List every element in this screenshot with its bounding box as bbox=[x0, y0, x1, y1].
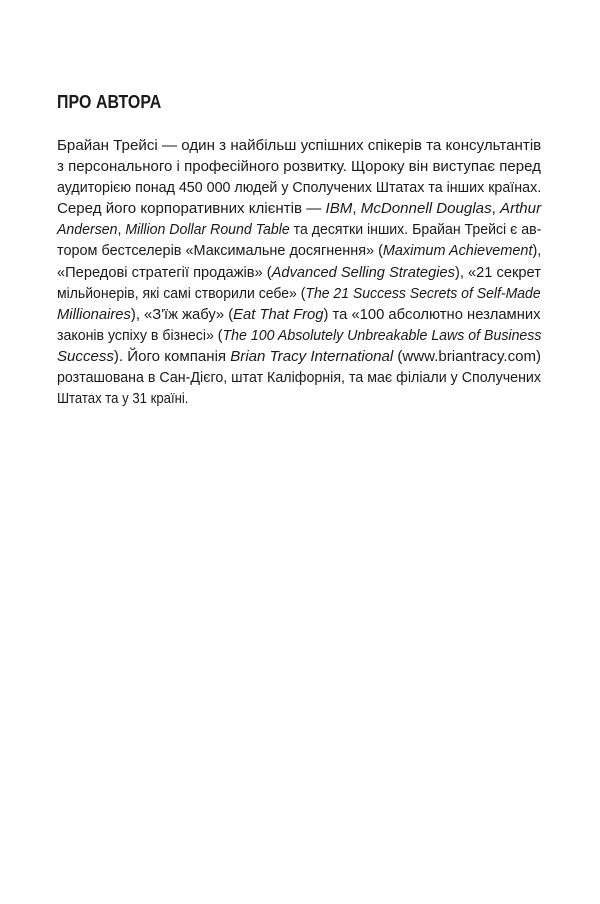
text-run: та десятки інших. Брайан Трейсі є ав- bbox=[289, 222, 542, 239]
italic-text-run: The 21 Success Secrets of Self-Made bbox=[305, 285, 541, 302]
text-line bbox=[57, 263, 543, 284]
text-run: Серед його корпоративних клієнтів — bbox=[57, 201, 326, 218]
text-run: Брайан Трейсі — один з найбільш успішних спікерів та консультантів bbox=[57, 138, 542, 154]
text-run: ), «21 секрет bbox=[454, 264, 541, 281]
italic-text-run: Andersen bbox=[57, 222, 118, 239]
italic-text-run: The 100 Absolutely Unbreakable Laws of Business bbox=[222, 327, 542, 344]
text-run: ), bbox=[532, 243, 542, 260]
text-line bbox=[57, 157, 555, 178]
text-run: , bbox=[117, 222, 126, 239]
text-run: з персонального і професійного розвитку. Щороку він виступає перед bbox=[57, 159, 541, 176]
text-run: ). Його компанія bbox=[113, 348, 231, 365]
italic-text-run: Success bbox=[57, 348, 114, 365]
text-run: аудиторією понад 450 000 людей у Сполучених Штатах та інших країнах. bbox=[57, 180, 542, 197]
text-run: законів успіху в бізнесі» ( bbox=[57, 327, 223, 344]
text-line bbox=[57, 347, 556, 368]
text-line bbox=[57, 326, 542, 347]
text-line bbox=[57, 199, 558, 220]
italic-text-run: Millionaires bbox=[57, 306, 131, 323]
text-line bbox=[57, 241, 542, 262]
text-run: тором бестселерів «Максимальне досягнення» ( bbox=[57, 243, 383, 260]
italic-text-run: IBM bbox=[325, 201, 353, 218]
text-run: ) та «100 абсолютно незламних bbox=[323, 306, 541, 323]
italic-text-run: Advanced Selling Strategies bbox=[271, 264, 455, 281]
text-run: розташована в Сан-Дієго, штат Каліфорнія, та має філіали у Сполучених bbox=[57, 370, 542, 387]
text-run: мільйонерів, які самі створили себе» ( bbox=[57, 285, 306, 302]
italic-text-run: Maximum Achievement bbox=[382, 243, 533, 260]
text-line bbox=[57, 305, 547, 326]
text-line bbox=[57, 284, 541, 305]
text-line bbox=[57, 136, 559, 157]
text-run: «Передові стратегії продажів» ( bbox=[57, 264, 272, 281]
text-run: Штатах та у 31 країні. bbox=[57, 391, 189, 408]
italic-text-run: Million Dollar Round Table bbox=[125, 222, 290, 239]
text-run: , bbox=[491, 201, 501, 218]
text-line bbox=[57, 389, 493, 410]
text-line bbox=[57, 178, 542, 199]
text-run: ), «З'їж жабу» ( bbox=[130, 306, 234, 323]
text-run: , bbox=[352, 201, 361, 218]
italic-text-run: Arthur bbox=[500, 201, 542, 218]
text-line bbox=[57, 220, 542, 241]
italic-text-run: Brian Tracy International bbox=[230, 348, 394, 365]
italic-text-run: McDonnell Douglas bbox=[360, 201, 492, 218]
italic-text-run: Eat That Frog bbox=[233, 306, 324, 323]
text-run: (www.briantracy.com) bbox=[393, 348, 542, 365]
author-bio-paragraph bbox=[57, 136, 541, 410]
text-line bbox=[57, 368, 542, 389]
section-heading: ПРО АВТОРА bbox=[57, 91, 162, 112]
